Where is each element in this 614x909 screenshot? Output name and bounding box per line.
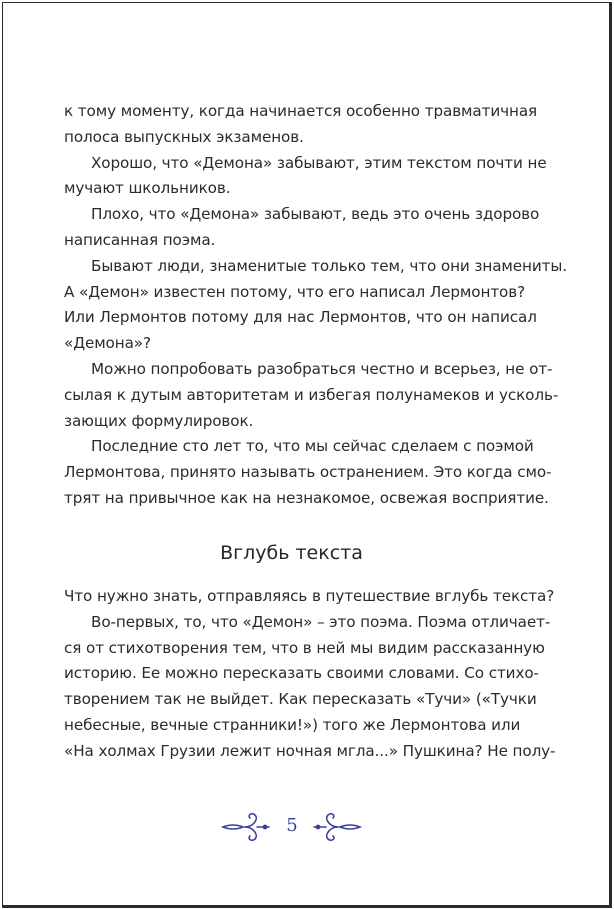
text-line: историю. Ее можно пересказать своими словами. Со стихо- <box>64 664 539 683</box>
text-line: Лермонтова, принято называть остранением. Это когда смо- <box>64 463 552 482</box>
text-line: к тому моменту, когда начинается особенно травматичная <box>64 102 538 120</box>
text-line: мучают школьников. <box>64 179 231 198</box>
page-footer <box>3 809 614 849</box>
text-line: Плохо, что «Демона» забывают, ведь это очень здорово <box>91 205 540 224</box>
text-line: Или Лермонтов потому для нас Лермонтов, что он написал <box>64 308 537 327</box>
text-line: Хорошо, что «Демона» забывают, этим текстом почти не <box>91 153 547 172</box>
text-line: небесные, вечные странники!») того же Лермонтова или <box>64 715 521 734</box>
text-line: творением так не выйдет. Как пересказать «Тучи» («Тучки <box>64 690 537 709</box>
text-line: ся от стихотворения тем, что в ней мы видим рассказанную <box>64 638 545 657</box>
scroll-flourish-icon <box>219 809 271 845</box>
text-line: зающих формулировок. <box>64 411 254 430</box>
section-heading: Вглубь текста <box>220 542 363 564</box>
text-line: Бывают люди, знаменитые только тем, что они знамениты. <box>91 256 568 275</box>
text-line: написанная поэма. <box>64 230 216 249</box>
text-line: Можно попробовать разобраться честно и всерьез, не от- <box>91 359 553 378</box>
text-line: Во-первых, то, что «Демон» – это поэма. Поэма отличает- <box>91 612 551 631</box>
text-line: «Демона»? <box>64 334 151 353</box>
text-line: Что нужно знать, отправляясь в путешествие вглубь текста? <box>64 587 555 605</box>
text-line: полоса выпускных экзаменов. <box>64 127 304 146</box>
page <box>2 2 612 908</box>
text-line: сылая к дутым авторитетам и избегая полунамеков и усколь- <box>64 385 559 404</box>
text-line: трят на привычное как на незнакомое, освежая восприятие. <box>64 488 549 507</box>
body-text-bottom <box>64 584 556 765</box>
scroll-flourish-icon <box>312 809 364 845</box>
text-line: А «Демон» известен потому, что его написал Лермонтов? <box>64 282 526 301</box>
text-line: «На холмах Грузии лежит ночная мгла...» Пушкина? Не полу- <box>64 741 556 760</box>
body-text-top <box>64 99 568 512</box>
text-line: Последние сто лет то, что мы сейчас сделаем с поэмой <box>91 437 534 456</box>
page-number: 5 <box>286 815 298 836</box>
